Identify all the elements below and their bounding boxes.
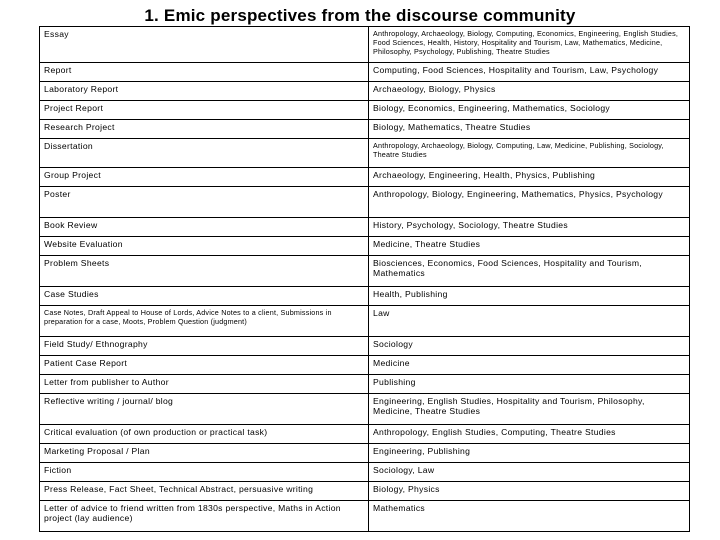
- table-row: [40, 27, 690, 63]
- table-row: [40, 120, 690, 139]
- page-title: 1. Emic perspectives from the discourse community: [144, 6, 576, 25]
- disciplines-cell: Medicine, Theatre Studies: [369, 237, 690, 256]
- genre-cell: Book Review: [40, 218, 369, 237]
- disciplines-cell: History, Psychology, Sociology, Theatre Studies: [369, 218, 690, 237]
- genre-cell: Case Studies: [40, 287, 369, 306]
- disciplines-cell: Biology, Economics, Engineering, Mathematics, Sociology: [369, 101, 690, 120]
- genre-cell: Problem Sheets: [40, 256, 369, 287]
- table-row: [40, 444, 690, 463]
- disciplines-cell: Computing, Food Sciences, Hospitality and Tourism, Law, Psychology: [369, 63, 690, 82]
- table-row: [40, 63, 690, 82]
- table-row: [40, 168, 690, 187]
- table-row: [40, 139, 690, 168]
- disciplines-cell: Biology, Physics: [369, 482, 690, 501]
- genre-cell: Group Project: [40, 168, 369, 187]
- table-row: [40, 306, 690, 337]
- genre-cell: Project Report: [40, 101, 369, 120]
- disciplines-cell: Engineering, Publishing: [369, 444, 690, 463]
- table-row: [40, 187, 690, 218]
- disciplines-cell: Anthropology, Archaeology, Biology, Computing, Economics, Engineering, English Studies, Food Sciences, Health, History, Hospitality and Tourism, Law, Mathematics, Medicine, Philosophy, Psychology, Publishing, Theatre Studies: [369, 27, 690, 63]
- genre-cell: Critical evaluation (of own production or practical task): [40, 425, 369, 444]
- genre-cell: Fiction: [40, 463, 369, 482]
- genre-cell: Report: [40, 63, 369, 82]
- table-row: [40, 501, 690, 532]
- genre-cell: Press Release, Fact Sheet, Technical Abstract, persuasive writing: [40, 482, 369, 501]
- disciplines-cell: Sociology: [369, 337, 690, 356]
- genre-cell: Dissertation: [40, 139, 369, 168]
- table-row: [40, 82, 690, 101]
- disciplines-cell: Health, Publishing: [369, 287, 690, 306]
- disciplines-cell: Medicine: [369, 356, 690, 375]
- table-row: [40, 425, 690, 444]
- disciplines-cell: Anthropology, Biology, Engineering, Mathematics, Physics, Psychology: [369, 187, 690, 218]
- table-row: [40, 101, 690, 120]
- genre-cell: Research Project: [40, 120, 369, 139]
- disciplines-cell: Law: [369, 306, 690, 337]
- genre-cell: Marketing Proposal / Plan: [40, 444, 369, 463]
- table-row: [40, 356, 690, 375]
- disciplines-cell: Biology, Mathematics, Theatre Studies: [369, 120, 690, 139]
- genre-cell: Patient Case Report: [40, 356, 369, 375]
- genre-cell: Poster: [40, 187, 369, 218]
- disciplines-cell: Archaeology, Biology, Physics: [369, 82, 690, 101]
- table-row: [40, 463, 690, 482]
- table-row: [40, 287, 690, 306]
- genre-cell: Letter from publisher to Author: [40, 375, 369, 394]
- genre-cell: Case Notes, Draft Appeal to House of Lords, Advice Notes to a client, Submissions in preparation for a case, Moots, Problem Question (judgment): [40, 306, 369, 337]
- genre-cell: Field Study/ Ethnography: [40, 337, 369, 356]
- genre-discipline-table: [39, 26, 690, 532]
- table-row: [40, 482, 690, 501]
- genre-cell: Laboratory Report: [40, 82, 369, 101]
- table-row: [40, 256, 690, 287]
- disciplines-cell: Biosciences, Economics, Food Sciences, Hospitality and Tourism, Mathematics: [369, 256, 690, 287]
- disciplines-cell: Mathematics: [369, 501, 690, 532]
- disciplines-cell: Archaeology, Engineering, Health, Physics, Publishing: [369, 168, 690, 187]
- genre-cell: Letter of advice to friend written from 1830s perspective, Maths in Action project (lay audience): [40, 501, 369, 532]
- table-row: [40, 375, 690, 394]
- table-row: [40, 337, 690, 356]
- disciplines-cell: Publishing: [369, 375, 690, 394]
- genre-cell: Reflective writing / journal/ blog: [40, 394, 369, 425]
- disciplines-cell: Engineering, English Studies, Hospitality and Tourism, Philosophy, Medicine, Theatre Studies: [369, 394, 690, 425]
- disciplines-cell: Anthropology, Archaeology, Biology, Computing, Law, Medicine, Publishing, Sociology, Theatre Studies: [369, 139, 690, 168]
- table-row: [40, 237, 690, 256]
- disciplines-cell: Anthropology, English Studies, Computing, Theatre Studies: [369, 425, 690, 444]
- table-row: [40, 218, 690, 237]
- genre-cell: Essay: [40, 27, 369, 63]
- genre-cell: Website Evaluation: [40, 237, 369, 256]
- table-row: [40, 394, 690, 425]
- disciplines-cell: Sociology, Law: [369, 463, 690, 482]
